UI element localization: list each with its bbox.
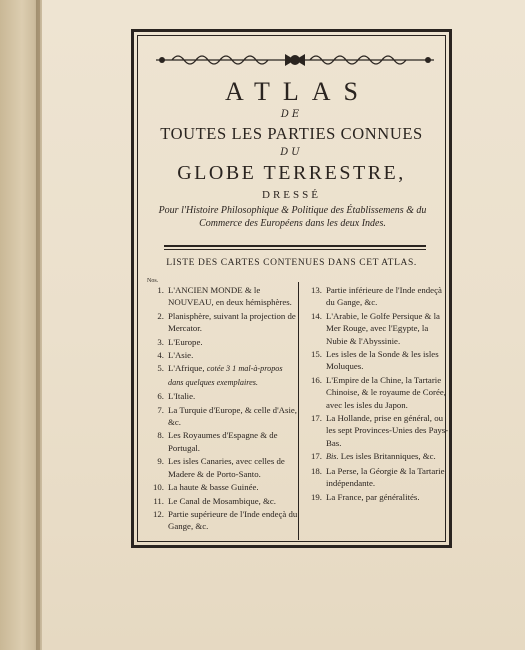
entry-text: L'Asie. (168, 350, 194, 361)
entry-number: 1. (157, 285, 164, 295)
list-item (144, 310, 298, 335)
list-item (302, 284, 450, 309)
entry-text: La Perse, la Géorgie & la Tartarie indépendante. (326, 465, 445, 489)
entry-text: Les isles Canaries, avec celles de Madere & de Porto-Santo. (168, 456, 285, 479)
entry-text: Les Royaumes d'Espagne & de Portugal. (168, 430, 278, 453)
entry-text: Les isles de la Sonde & les isles Moluques. (326, 349, 439, 372)
entry-number: 2. (157, 310, 164, 321)
entry-text: Partie inférieure de l'Inde endeçà du Gange, &c. (326, 285, 442, 308)
entry-text: Planisphère, suivant la projection de Mercator. (168, 310, 296, 334)
entry-note: cotée 3 1 mal-à-propos dans quelques exemplaires. (168, 364, 283, 387)
entry-text: L'Arabie, le Golfe Persique & la Mer Rouge, avec l'Egypte, la Nubie & l'Abyssinie. (326, 310, 440, 346)
entry-number: 8. (157, 430, 164, 441)
map-list-right-column (302, 284, 450, 504)
list-item (302, 374, 450, 411)
list-item (144, 429, 298, 454)
entry-number: 13. (311, 285, 322, 295)
entry-text (168, 362, 298, 389)
column-divider (298, 282, 299, 540)
entry-text (326, 450, 450, 463)
list-item (144, 284, 298, 309)
list-item (144, 508, 298, 533)
title-border-frame (131, 29, 452, 548)
list-item (302, 348, 450, 373)
title-toutes-les-parties: TOUTES LES PARTIES CONNUES (160, 124, 423, 143)
floral-ornament-icon (152, 50, 438, 70)
entry-text: L'ANCIEN MONDE & le NOUVEAU, en deux hémisphères. (168, 285, 292, 308)
list-item (302, 491, 450, 503)
entry-text: L'Empire de la Chine, la Tartarie Chinoise, & le royaume de Corée, avec les isles du Japon. (326, 374, 446, 410)
entry-number: 14. (311, 310, 322, 321)
title-dresse: DRESSÉ (262, 189, 321, 201)
entry-number: 18. (311, 465, 322, 476)
list-item (144, 481, 298, 493)
entry-text: L'Europe. (168, 336, 203, 347)
list-item (144, 336, 298, 348)
entry-number: 17. (311, 413, 322, 424)
entry-text: La France, par généralités. (326, 491, 420, 502)
entry-number: 5. (157, 363, 164, 374)
entry-number: 10. (153, 482, 164, 493)
entry-number: 15. (311, 349, 322, 360)
list-item (144, 349, 298, 361)
map-list-left-column (144, 284, 298, 534)
entry-main-text: Les isles Britanniques, &c. (340, 451, 436, 462)
numbers-label: Nos. (147, 278, 159, 284)
list-item (144, 404, 298, 429)
entry-text: Partie supérieure de l'Inde endeçà du Gange, &c. (168, 508, 298, 532)
entry-text: Le Canal de Mosambique, &c. (168, 495, 276, 506)
entry-main-text: L'Afrique, (168, 363, 205, 374)
list-item (144, 362, 298, 389)
entry-text: L'Italie. (168, 391, 196, 402)
list-item (144, 495, 298, 507)
entry-number: 7. (157, 404, 164, 415)
title-atlas: ATLAS (225, 77, 371, 106)
entry-number: 11. (153, 495, 164, 506)
entry-number: 3. (157, 336, 164, 347)
list-item (302, 465, 450, 490)
entry-text: La Hollande, prise en général, ou les sept Provinces-Unies des Pays-Bas. (326, 413, 449, 448)
entry-number: 6. (157, 391, 164, 402)
title-du: DU (280, 147, 303, 158)
previous-page-edge (0, 0, 40, 650)
list-heading: LISTE DES CARTES CONTENUES DANS CET ATLAS. (166, 258, 417, 268)
list-item (302, 412, 450, 449)
list-item (302, 450, 450, 463)
list-item (302, 310, 450, 347)
entry-number: 19. (311, 491, 322, 502)
entry-number: 9. (157, 456, 164, 467)
entry-number: 4. (157, 350, 164, 361)
entry-number: 12. (153, 508, 164, 519)
entry-text: La Turquie d'Europe, & celle d'Asie, &c. (168, 404, 297, 428)
title-globe-terrestre: GLOBE TERRESTRE, (177, 162, 406, 184)
entry-number: 16. (311, 374, 322, 385)
entry-bis-label: Bis. (326, 452, 339, 462)
entry-number: 17. (311, 451, 322, 462)
title-de: DE (280, 109, 303, 120)
list-item (144, 390, 298, 402)
double-rule-divider (164, 245, 426, 247)
title-subtitle: Pour l'Histoire Philosophique & Politique des Établissemens & du Commerce des Européens dans les deux Indes. (158, 205, 427, 229)
list-item (144, 455, 298, 480)
entry-text: La haute & basse Guinée. (168, 482, 259, 493)
title-inner-frame (137, 35, 449, 542)
